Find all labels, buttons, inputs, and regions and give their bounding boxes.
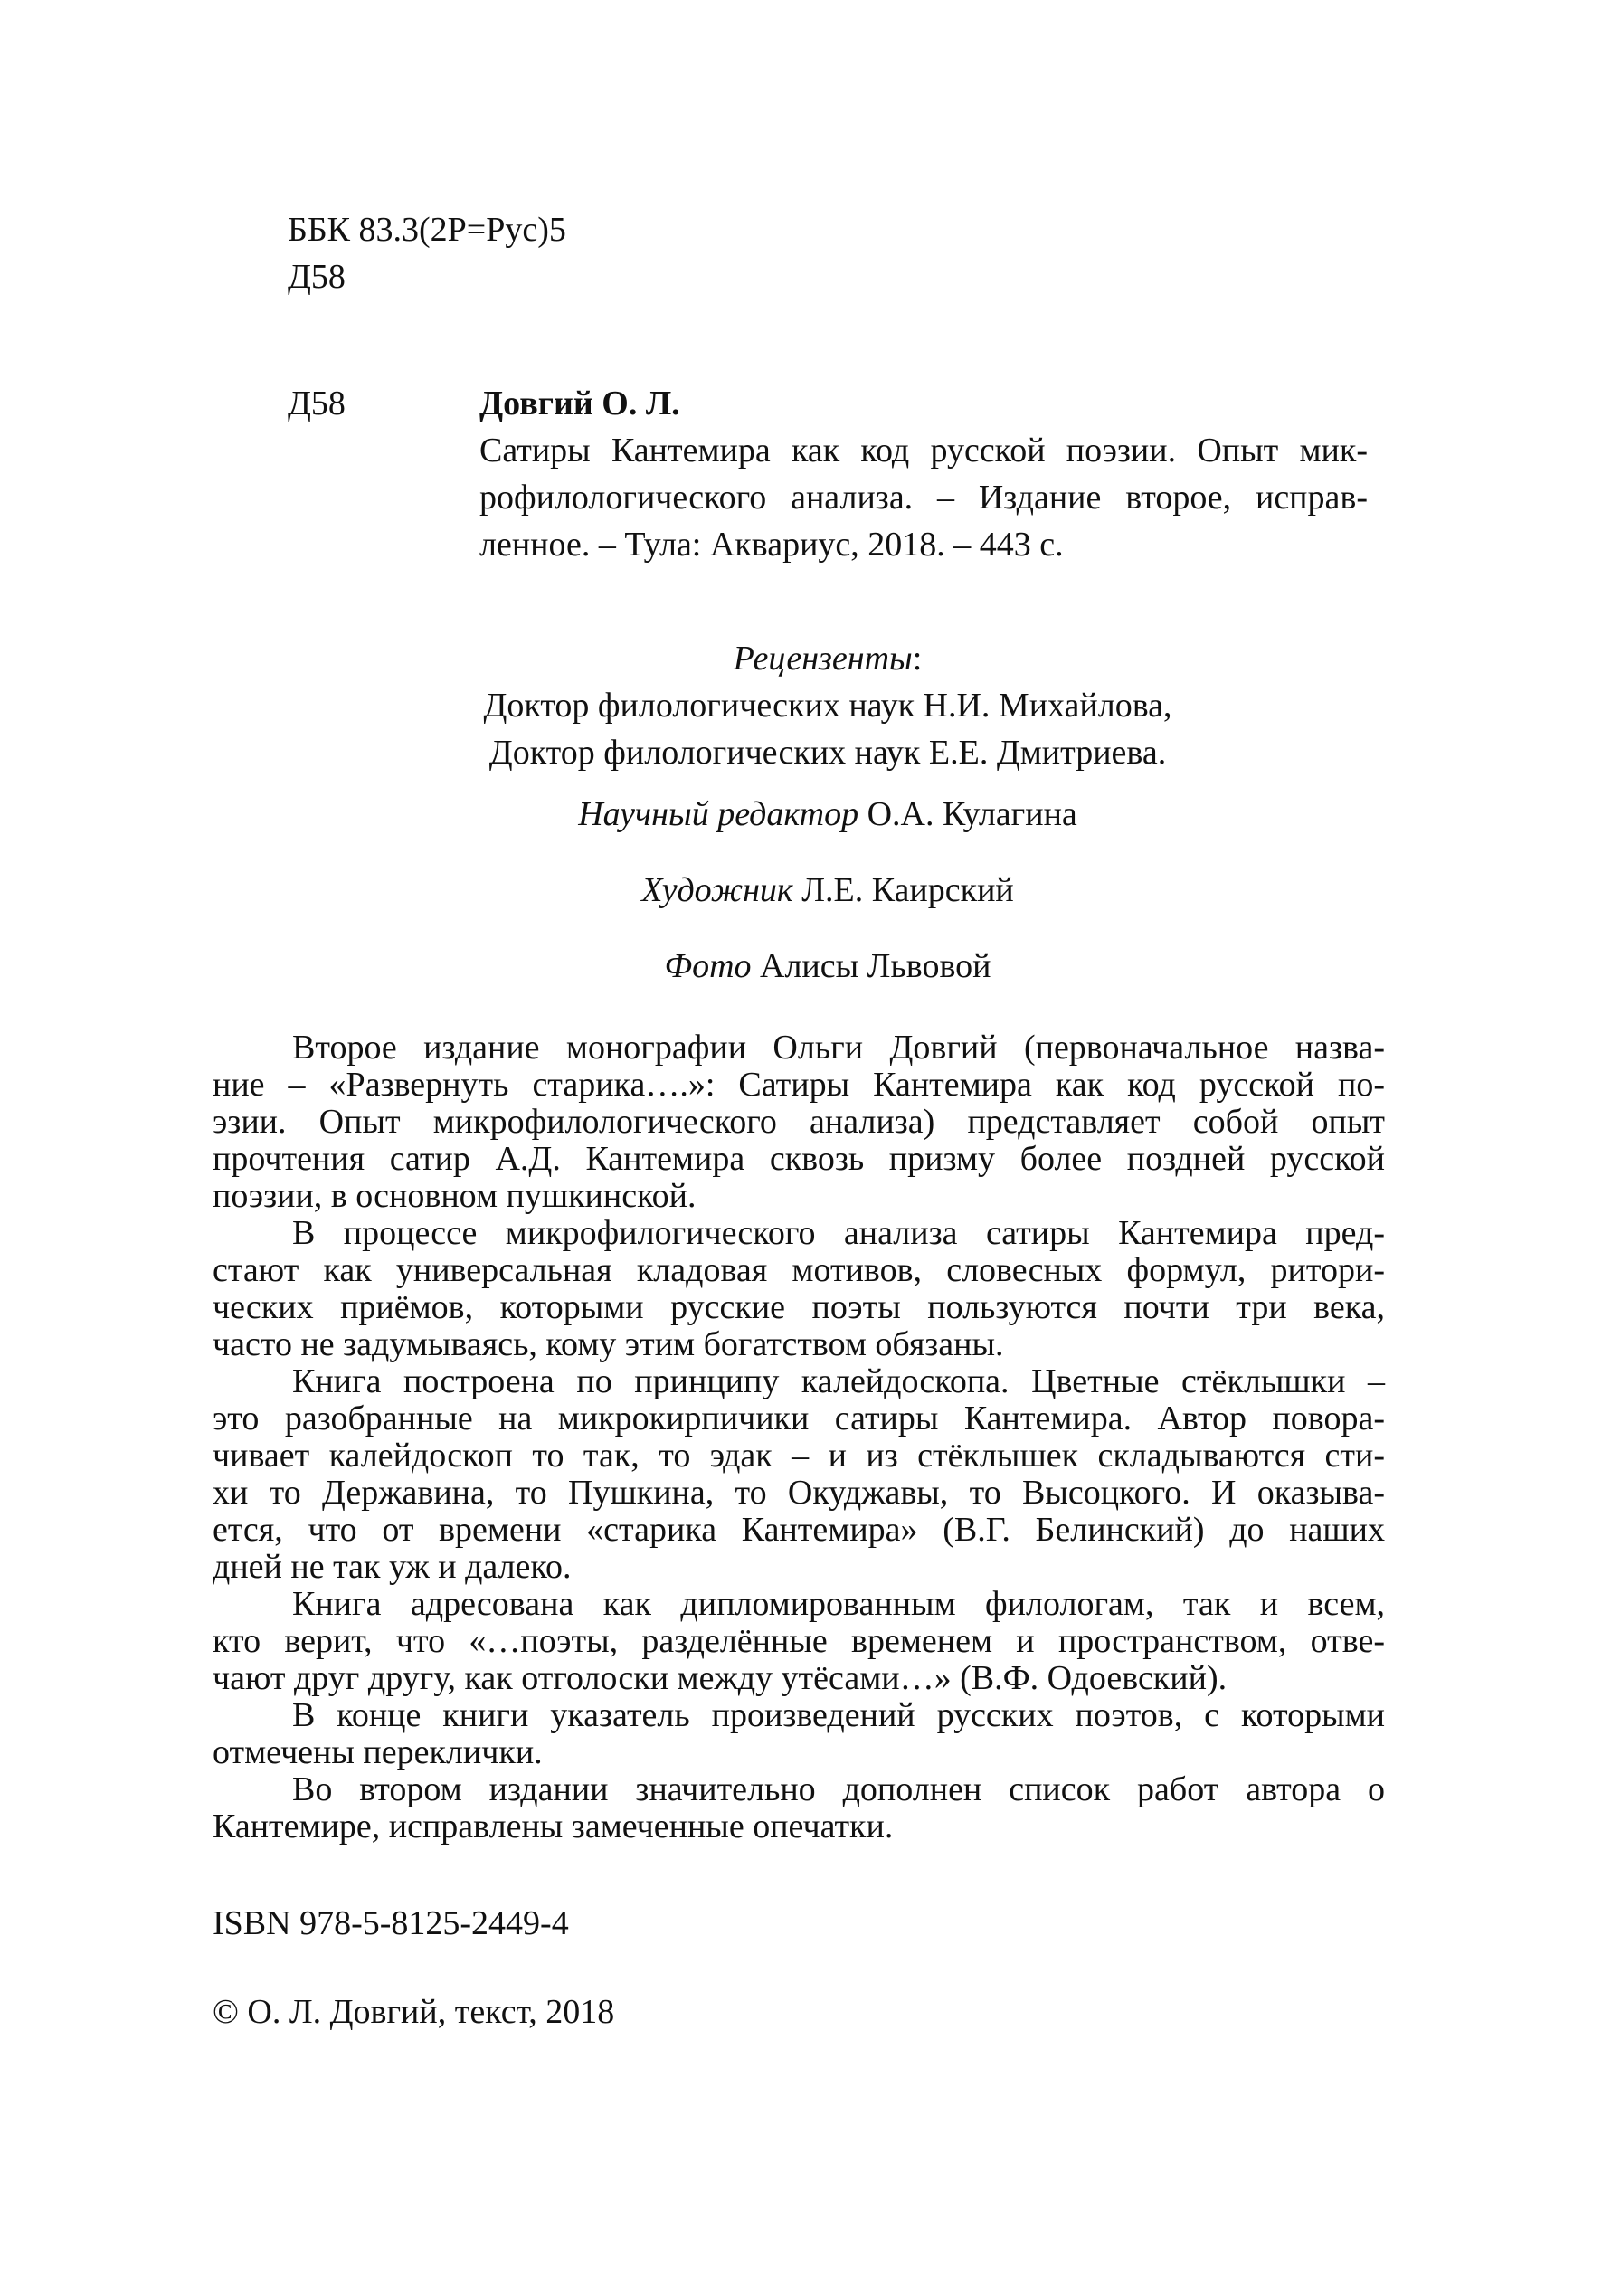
record-line: ленное. – Тула: Аквариус, 2018. – 443 с.	[479, 526, 1064, 564]
reviewer-name: Доктор филологических наук Е.Е. Дмитриева.	[488, 734, 1167, 772]
bbk-index	[288, 206, 566, 300]
card-author-mark: Д58	[288, 384, 346, 422]
annotation-line: стают как универсальная кладовая мотивов, словесных формул, ритори-	[213, 1251, 1385, 1289]
annotation-line: отмечены переклички.	[213, 1733, 543, 1771]
annotation-paragraph	[213, 1771, 1385, 1845]
artist-name: Л.Е. Каирский	[792, 871, 1014, 909]
annotation-line: ческих приёмов, которыми русские поэты пользуются почти три века,	[213, 1288, 1385, 1326]
annotation-line: чают друг другу, как отголоски между утёсами…» (В.Ф. Одоевский).	[213, 1659, 1228, 1697]
annotation-line: прочтения сатир А.Д. Кантемира сквозь призму более поздней русской	[213, 1140, 1385, 1178]
copyright-notice: © О. Л. Довгий, текст, 2018	[213, 1993, 615, 2031]
annotation-paragraph	[213, 1215, 1385, 1363]
artist-credit	[288, 867, 1368, 914]
editor-role: Научный редактор	[578, 795, 859, 833]
photo-role: Фото	[664, 947, 752, 985]
annotation-line: Книга адресована как дипломированным филологам, так и всем,	[292, 1585, 1385, 1623]
artist-role: Художник	[641, 871, 793, 909]
annotation-line: дней не так уж и далеко.	[213, 1548, 572, 1586]
annotation-line: ется, что от времени «старика Кантемира» (В.Г. Белинский) до наших	[213, 1511, 1385, 1549]
annotation-line: В процессе микрофилогического анализа сатиры Кантемира пред-	[292, 1214, 1385, 1252]
author-mark: Д58	[288, 258, 346, 296]
annotation-line: это разобранные на микрокирпичики сатиры Кантемира. Автор повора-	[213, 1399, 1385, 1437]
editor-credit	[288, 791, 1368, 838]
reviewers-block	[288, 635, 1368, 776]
bibliographic-record	[479, 380, 1368, 568]
editor-name: О.А. Кулагина	[858, 795, 1077, 833]
reviewers-heading	[288, 635, 1368, 682]
isbn: ISBN 978-5-8125-2449-4	[213, 1904, 569, 1942]
annotation-line: Во втором издании значительно дополнен список работ автора о	[292, 1770, 1385, 1808]
record-line: Сатиры Кантемира как код русской поэзии. Опыт мик-	[479, 432, 1368, 470]
annotation-line: чивает калейдоскоп то так, то эдак – и из стёклышек складываются сти-	[213, 1437, 1385, 1475]
annotation-line: эзии. Опыт микрофилологического анализа) представляет собой опыт	[213, 1103, 1385, 1141]
annotation-line: часто не задумываясь, кому этим богатством обязаны.	[213, 1325, 1004, 1363]
reviewers-colon: :	[912, 640, 923, 678]
annotation-line: Книга построена по принципу калейдоскопа. Цветные стёклышки –	[292, 1362, 1385, 1400]
annotation-paragraph	[213, 1697, 1385, 1771]
annotation	[213, 1029, 1385, 1845]
record-author: Довгий О. Л.	[479, 384, 680, 422]
annotation-line: хи то Державина, то Пушкина, то Окуджавы, то Высоцкого. И оказыва-	[213, 1474, 1385, 1512]
annotation-line: Второе издание монографии Ольги Довгий (первоначальное назва-	[292, 1029, 1385, 1067]
bbk-code: ББК 83.3(2Р=Рус)5	[288, 211, 566, 249]
reviewers-label: Рецензенты	[733, 640, 913, 678]
annotation-paragraph	[213, 1029, 1385, 1215]
photo-credit	[288, 943, 1368, 990]
annotation-paragraph	[213, 1586, 1385, 1697]
reviewer-name: Доктор филологических наук Н.И. Михайлова,	[483, 687, 1172, 725]
record-line: рофилологического анализа. – Издание второе, исправ-	[479, 479, 1368, 517]
annotation-line: ние – «Развернуть старика….»: Сатиры Кантемира как код русской по-	[213, 1066, 1385, 1104]
photo-name: Алисы Львовой	[751, 947, 991, 985]
annotation-line: поэзии, в основном пушкинской.	[213, 1177, 697, 1215]
annotation-line: В конце книги указатель произведений русских поэтов, с которыми	[292, 1696, 1385, 1734]
annotation-line: кто верит, что «…поэты, разделённые временем и пространством, отве-	[213, 1622, 1385, 1660]
annotation-line: Кантемире, исправлены замеченные опечатки.	[213, 1807, 894, 1845]
annotation-paragraph	[213, 1363, 1385, 1586]
